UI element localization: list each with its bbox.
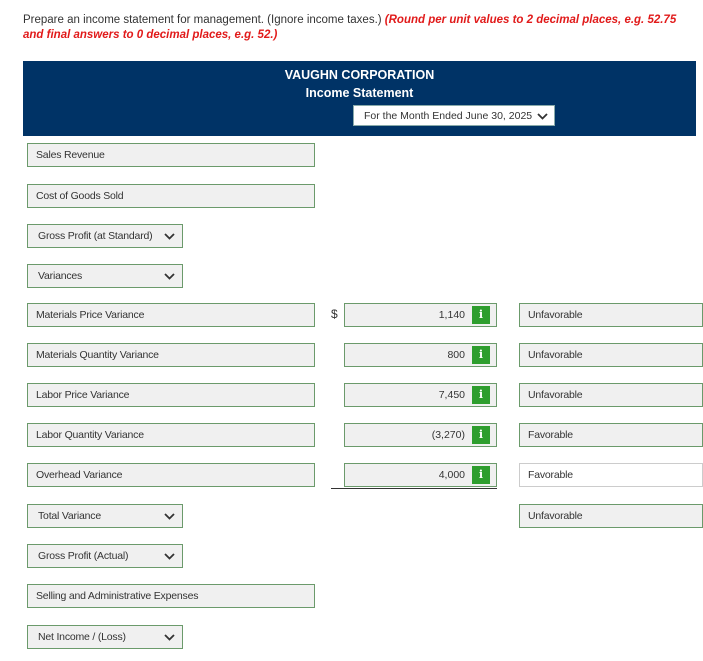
materials-price-amount[interactable]: 1,140 i xyxy=(344,303,497,327)
chevron-down-icon xyxy=(536,106,548,127)
total-variance-select[interactable]: Total Variance xyxy=(27,504,183,528)
materials-price-type[interactable]: Unfavorable xyxy=(519,303,703,327)
chevron-down-icon xyxy=(163,545,175,567)
labor-price-amount[interactable]: 7,450 i xyxy=(344,383,497,407)
sales-revenue-field[interactable]: Sales Revenue xyxy=(27,143,315,167)
chevron-down-icon xyxy=(163,265,175,287)
info-icon[interactable]: i xyxy=(472,426,490,444)
materials-quantity-amount[interactable]: 800 i xyxy=(344,343,497,367)
gross-profit-actual-select[interactable]: Gross Profit (Actual) xyxy=(27,544,183,568)
total-variance-type[interactable]: Unfavorable xyxy=(519,504,703,528)
info-icon[interactable]: i xyxy=(472,386,490,404)
total-underline xyxy=(331,488,497,489)
chevron-down-icon xyxy=(163,626,175,648)
instructions-text: Prepare an income statement for management. (Ignore income taxes.) xyxy=(23,14,385,26)
gross-profit-standard-select[interactable]: Gross Profit (at Standard) xyxy=(27,224,183,248)
instructions xyxy=(23,13,698,43)
variances-select[interactable]: Variances xyxy=(27,264,183,288)
currency-symbol: $ xyxy=(331,307,338,321)
labor-price-type[interactable]: Unfavorable xyxy=(519,383,703,407)
overhead-amount[interactable]: 4,000 i xyxy=(344,463,497,487)
statement-header xyxy=(23,61,696,136)
chevron-down-icon xyxy=(163,505,175,527)
selling-admin-field[interactable]: Selling and Administrative Expenses xyxy=(27,584,315,608)
chevron-down-icon xyxy=(163,225,175,247)
cogs-field[interactable]: Cost of Goods Sold xyxy=(27,184,315,208)
period-select[interactable] xyxy=(353,105,555,126)
materials-quantity-type[interactable]: Unfavorable xyxy=(519,343,703,367)
info-icon[interactable]: i xyxy=(472,306,490,324)
net-income-select[interactable]: Net Income / (Loss) xyxy=(27,625,183,649)
labor-quantity-field[interactable]: Labor Quantity Variance xyxy=(27,423,315,447)
materials-price-field[interactable]: Materials Price Variance xyxy=(27,303,315,327)
info-icon[interactable]: i xyxy=(472,346,490,364)
overhead-type[interactable]: Favorable xyxy=(519,463,703,487)
labor-quantity-amount[interactable]: (3,270) i xyxy=(344,423,497,447)
period-value: For the Month Ended June 30, 2025 xyxy=(364,110,533,122)
info-icon[interactable]: i xyxy=(472,466,490,484)
instructions-emphasis: (Round per unit values to 2 decimal places, e.g. 52.75 and final answers to 0 decimal places, e.g. 52.) xyxy=(23,14,677,41)
company-name: VAUGHN CORPORATION xyxy=(284,68,435,82)
materials-quantity-field[interactable]: Materials Quantity Variance xyxy=(27,343,315,367)
labor-quantity-type[interactable]: Favorable xyxy=(519,423,703,447)
overhead-field[interactable]: Overhead Variance xyxy=(27,463,315,487)
statement-title: Income Statement xyxy=(305,86,414,100)
labor-price-field[interactable]: Labor Price Variance xyxy=(27,383,315,407)
